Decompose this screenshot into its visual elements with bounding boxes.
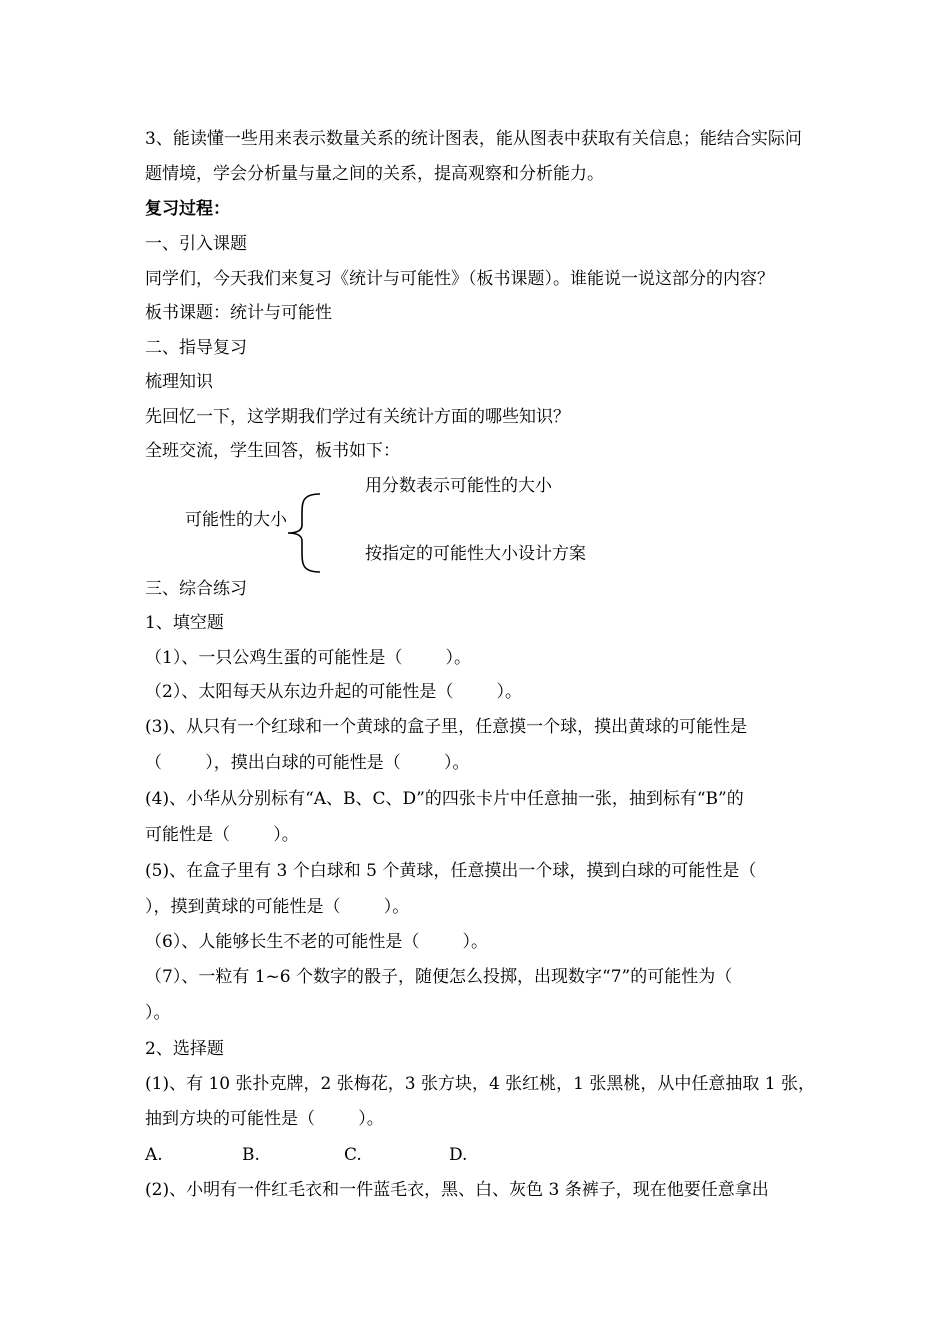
diagram-branch-bottom: 按指定的可能性大小设计方案 <box>365 544 586 564</box>
section-title: 一、引入课题 <box>145 234 247 254</box>
objective-line: 3、能读懂一些用来表示数量关系的统计图表，能从图表中获取有关信息；能结合实际问 <box>145 129 802 149</box>
question-line: 抽到方块的可能性是（ ）。 <box>145 1109 384 1129</box>
question-line: (2)、小明有一件红毛衣和一件蓝毛衣，黑、白、灰色 3 条裤子，现在他要任意拿出 <box>145 1180 769 1200</box>
question-line: (3)、从只有一个红球和一个黄球的盒子里，任意摸一个球，摸出黄球的可能性是 <box>145 717 748 737</box>
question-line: ）。 <box>145 1003 171 1023</box>
paragraph: 同学们，今天我们来复习《统计与可能性》（板书课题）。谁能说一说这部分的内容？ <box>145 269 774 289</box>
question-line: （7）、一粒有 1~6 个数字的骰子，随便怎么投掷，出现数字“7”的可能性为（ <box>145 967 733 987</box>
paragraph: 先回忆一下，这学期我们学过有关统计方面的哪些知识？ <box>145 407 570 427</box>
section-title: 二、指导复习 <box>145 338 247 358</box>
question-line: （2）、太阳每天从东边升起的可能性是（ ）。 <box>145 682 523 702</box>
question-line: (5)、在盒子里有 3 个白球和 5 个黄球，任意摸出一个球，摸到白球的可能性是（ <box>145 861 757 881</box>
question-line: ），摸到黄球的可能性是（ ）。 <box>145 897 410 917</box>
paragraph: 全班交流，学生回答，板书如下： <box>145 441 400 461</box>
diagram-branch-top: 用分数表示可能性的大小 <box>365 476 552 496</box>
question-line: (1)、有 10 张扑克牌，2 张梅花，3 张方块，4 张红桃，1 张黑桃，从中任意抽取 1 张， <box>145 1074 816 1094</box>
option-b: B. <box>242 1145 260 1165</box>
paragraph: 梳理知识 <box>145 372 213 392</box>
diagram-root: 可能性的大小 <box>185 510 287 530</box>
paragraph: 板书课题：统计与可能性 <box>145 303 332 323</box>
section-title: 三、综合练习 <box>145 579 247 599</box>
option-a: A. <box>145 1145 163 1165</box>
question-line: （ ），摸出白球的可能性是（ ）。 <box>145 753 470 773</box>
question-line: (4)、小华从分别标有“A、B、C、D”的四张卡片中任意抽一张，抽到标有“B”的 <box>145 789 744 809</box>
question-line: （1）、一只公鸡生蛋的可能性是（ ）。 <box>145 648 472 668</box>
exercise-title: 1、填空题 <box>145 613 224 633</box>
question-line: （6）、人能够长生不老的可能性是（ ）。 <box>145 932 489 952</box>
question-line: 可能性是（ ）。 <box>145 825 299 845</box>
objective-line: 题情境，学会分析量与量之间的关系，提高观察和分析能力。 <box>145 164 604 184</box>
exercise-title: 2、选择题 <box>145 1039 224 1059</box>
option-c: C. <box>344 1145 362 1165</box>
curly-brace-icon <box>286 492 322 574</box>
option-d: D. <box>449 1145 468 1165</box>
process-heading: 复习过程： <box>145 199 230 219</box>
